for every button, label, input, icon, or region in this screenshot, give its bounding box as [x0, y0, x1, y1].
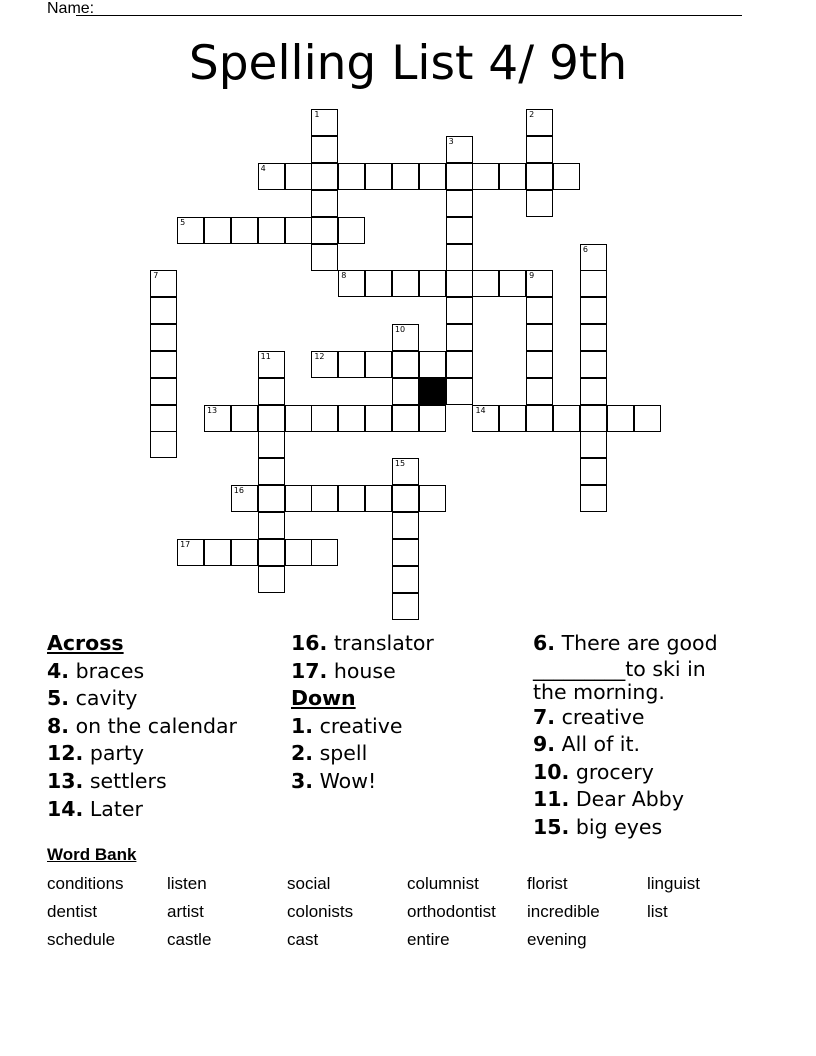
grid-cell[interactable]: [365, 163, 392, 190]
grid-cell[interactable]: [634, 405, 661, 432]
grid-cell[interactable]: [311, 485, 338, 512]
word-bank-word: schedule: [47, 930, 116, 949]
grid-cell[interactable]: [446, 297, 473, 324]
grid-cell[interactable]: [204, 539, 231, 566]
clue-text: grocery: [575, 759, 654, 784]
grid-cell[interactable]: [258, 539, 285, 566]
clue-number: 1: [314, 110, 320, 120]
grid-cell[interactable]: [392, 163, 419, 190]
clue-number: 10: [394, 325, 406, 335]
grid-cell[interactable]: [285, 485, 312, 512]
grid-cell[interactable]: [311, 136, 338, 163]
clue-number: 6.: [533, 631, 556, 655]
grid-cell[interactable]: [311, 244, 338, 271]
clue-text: big eyes: [575, 814, 663, 839]
clue: [47, 658, 237, 686]
clue-number: 11.: [533, 787, 570, 812]
grid-cell[interactable]: [258, 566, 285, 593]
grid-cell[interactable]: [338, 163, 365, 190]
clue-number: 14.: [47, 796, 84, 821]
grid-cell[interactable]: [526, 324, 553, 351]
grid-cell[interactable]: [419, 270, 446, 297]
word-bank-word: castle: [167, 930, 212, 949]
clue-number: 17.: [291, 658, 328, 683]
clue-number: 15.: [533, 814, 570, 839]
clue-text: party: [89, 741, 145, 766]
grid-cell[interactable]: [150, 324, 177, 351]
grid-cell[interactable]: [258, 378, 285, 405]
clue-number: 7.: [533, 704, 556, 729]
grid-cell[interactable]: [392, 405, 419, 432]
grid-cell[interactable]: [580, 431, 607, 458]
grid-cell[interactable]: [285, 217, 312, 244]
grid-cell[interactable]: [338, 351, 365, 378]
grid-cell[interactable]: [526, 351, 553, 378]
clue: [533, 630, 718, 658]
grid-cell[interactable]: [231, 539, 258, 566]
clue-text: translator: [333, 631, 434, 655]
clue-number: 10.: [533, 759, 570, 784]
grid-cell[interactable]: [553, 163, 580, 190]
clue-number: 4: [260, 163, 266, 173]
grid-cell[interactable]: [419, 485, 446, 512]
grid-cell[interactable]: [392, 512, 419, 539]
grid-cell[interactable]: [231, 405, 258, 432]
grid-cell[interactable]: [446, 217, 473, 244]
grid-cell[interactable]: [446, 244, 473, 271]
grid-cell[interactable]: [258, 351, 285, 378]
grid-cell[interactable]: [392, 324, 419, 351]
grid-cell[interactable]: [526, 136, 553, 163]
clue-text: settlers: [89, 768, 167, 793]
grid-cell[interactable]: [365, 405, 392, 432]
grid-cell[interactable]: [526, 109, 553, 136]
clue-text-continued: the morning.: [533, 679, 665, 704]
word-bank-word: colonists: [287, 902, 354, 921]
grid-cell[interactable]: [258, 163, 285, 190]
grid-cell[interactable]: [580, 324, 607, 351]
grid-cell[interactable]: [258, 217, 285, 244]
black-cell: [419, 378, 446, 405]
grid-cell[interactable]: [526, 378, 553, 405]
clue-number: 11: [260, 351, 271, 361]
grid-cell[interactable]: [472, 405, 499, 432]
grid-cell[interactable]: [580, 297, 607, 324]
grid-cell[interactable]: [285, 539, 312, 566]
grid-cell[interactable]: [258, 458, 285, 485]
clue-number: 13: [206, 405, 218, 415]
clue-text: creative: [561, 704, 645, 729]
grid-cell[interactable]: [258, 512, 285, 539]
grid-cell[interactable]: [419, 351, 446, 378]
clue-number: 7: [153, 271, 159, 281]
grid-cell[interactable]: [580, 378, 607, 405]
grid-cell[interactable]: [338, 270, 365, 297]
clue: [533, 786, 718, 814]
clue-number: 13.: [47, 768, 84, 793]
grid-cell[interactable]: [580, 351, 607, 378]
clue: [291, 768, 434, 796]
word-bank-word: orthodontist: [407, 902, 496, 921]
grid-cell[interactable]: [526, 297, 553, 324]
grid-cell[interactable]: [499, 163, 526, 190]
grid-cell[interactable]: [499, 405, 526, 432]
grid-cell[interactable]: [150, 405, 177, 432]
clue-number: 9.: [533, 732, 556, 757]
grid-cell[interactable]: [338, 485, 365, 512]
grid-cell[interactable]: [311, 539, 338, 566]
clue: [533, 814, 718, 842]
clue-number: 9: [529, 271, 535, 281]
grid-cell[interactable]: [311, 405, 338, 432]
grid-cell[interactable]: [285, 163, 312, 190]
clue: [291, 740, 434, 768]
across-heading: Across: [47, 631, 124, 655]
grid-cell[interactable]: [150, 270, 177, 297]
clue-column-3: [533, 630, 718, 842]
clue-number: 14: [475, 405, 486, 415]
clue-text: creative: [319, 713, 403, 738]
grid-cell[interactable]: [446, 351, 473, 378]
clue-number: 2.: [291, 741, 314, 766]
grid-cell[interactable]: [150, 297, 177, 324]
word-bank-word: dentist: [47, 902, 98, 921]
clue-number: 16.: [291, 631, 328, 655]
grid-cell[interactable]: [311, 351, 338, 378]
clue-number: 4.: [47, 658, 70, 683]
grid-cell[interactable]: [446, 163, 473, 190]
grid-cell[interactable]: [365, 270, 392, 297]
clue: [533, 704, 718, 732]
clue: [533, 759, 718, 787]
clue-number: 12: [314, 351, 325, 361]
word-bank-word: incredible: [527, 902, 600, 921]
clue: [47, 796, 237, 824]
grid-cell[interactable]: [177, 539, 204, 566]
grid-cell[interactable]: [526, 163, 553, 190]
clue-text: braces: [75, 658, 145, 683]
grid-cell[interactable]: [392, 458, 419, 485]
clue-text: All of it.: [561, 732, 641, 757]
clue-number: 6: [582, 244, 588, 254]
clue-number: 15: [394, 459, 406, 469]
grid-cell[interactable]: [311, 163, 338, 190]
clue-number: 5: [180, 217, 186, 227]
grid-cell[interactable]: [311, 190, 338, 217]
clue-number: 1.: [291, 713, 314, 738]
word-bank-word: listen: [167, 874, 207, 893]
grid-cell[interactable]: [392, 351, 419, 378]
grid-cell[interactable]: [419, 163, 446, 190]
clue-number: 8: [341, 271, 347, 281]
grid-cell[interactable]: [392, 378, 419, 405]
grid-cell[interactable]: [285, 405, 312, 432]
grid-cell[interactable]: [392, 485, 419, 512]
clue: [291, 713, 434, 741]
clue-text: Wow!: [319, 768, 377, 793]
grid-cell[interactable]: [553, 405, 580, 432]
grid-cell[interactable]: [580, 485, 607, 512]
grid-cell[interactable]: [526, 190, 553, 217]
clue: [47, 685, 237, 713]
clue: [291, 630, 434, 658]
clue-text: Dear Abby: [575, 787, 684, 812]
word-bank-word: list: [647, 902, 668, 921]
grid-cell[interactable]: [446, 136, 473, 163]
word-bank-word: cast: [287, 930, 319, 949]
grid-cell[interactable]: [311, 109, 338, 136]
clue-number: 16: [233, 486, 244, 496]
grid-cell[interactable]: [338, 405, 365, 432]
clue: [291, 658, 434, 686]
word-bank-word: linguist: [647, 874, 700, 893]
grid-cell[interactable]: [446, 324, 473, 351]
grid-cell[interactable]: [580, 244, 607, 271]
grid-cell[interactable]: [231, 485, 258, 512]
grid-cell[interactable]: [150, 378, 177, 405]
name-label: Name:: [47, 0, 95, 17]
page-title: Spelling List 4/ 9th: [188, 36, 628, 91]
clue-column-2: [291, 630, 434, 796]
grid-cell[interactable]: [338, 217, 365, 244]
clue-text-continued: _________to ski in: [533, 656, 706, 681]
clue: [47, 768, 237, 796]
grid-cell[interactable]: [472, 163, 499, 190]
grid-cell[interactable]: [231, 217, 258, 244]
word-bank-title: Word Bank: [47, 845, 137, 864]
clue-number: 8.: [47, 713, 70, 738]
grid-cell[interactable]: [580, 270, 607, 297]
grid-cell[interactable]: [258, 405, 285, 432]
grid-cell[interactable]: [446, 270, 473, 297]
grid-cell[interactable]: [580, 458, 607, 485]
grid-cell[interactable]: [311, 217, 338, 244]
word-bank-word: columnist: [407, 874, 479, 893]
clue-number: 2: [529, 110, 535, 120]
grid-cell[interactable]: [258, 431, 285, 458]
grid-cell[interactable]: [499, 270, 526, 297]
grid-cell[interactable]: [526, 405, 553, 432]
grid-cell[interactable]: [150, 351, 177, 378]
clue-text: on the calendar: [75, 713, 237, 738]
grid-cell[interactable]: [526, 270, 553, 297]
word-bank-word: entire: [407, 930, 450, 949]
word-bank-word: artist: [167, 902, 204, 921]
word-bank-word: social: [287, 874, 331, 893]
grid-cell[interactable]: [446, 190, 473, 217]
clue-text: There are good: [561, 631, 718, 655]
clue: [533, 731, 718, 759]
grid-cell[interactable]: [365, 485, 392, 512]
clue-text: cavity: [75, 686, 138, 711]
grid-cell[interactable]: [204, 217, 231, 244]
grid-cell[interactable]: [177, 217, 204, 244]
clue-number: 5.: [47, 686, 70, 711]
clue: [47, 740, 237, 768]
name-field[interactable]: [76, 15, 742, 16]
clue-text: house: [333, 658, 396, 683]
grid-cell[interactable]: [258, 485, 285, 512]
grid-cell[interactable]: [365, 351, 392, 378]
grid-cell[interactable]: [150, 431, 177, 458]
grid-cell[interactable]: [392, 270, 419, 297]
word-bank-word: florist: [527, 874, 568, 893]
grid-cell[interactable]: [580, 405, 607, 432]
word-bank-word: evening: [527, 930, 587, 949]
grid-cell[interactable]: [392, 566, 419, 593]
grid-cell[interactable]: [446, 378, 473, 405]
grid-cell[interactable]: [607, 405, 634, 432]
grid-cell[interactable]: [392, 539, 419, 566]
grid-cell[interactable]: [419, 405, 446, 432]
grid-cell[interactable]: [204, 405, 231, 432]
clue-number: 12.: [47, 741, 84, 766]
word-bank-word: conditions: [47, 874, 124, 893]
down-heading: Down: [291, 686, 356, 711]
clue-number: 3.: [291, 768, 314, 793]
grid-cell[interactable]: [392, 593, 419, 620]
clue-text: Later: [89, 796, 143, 821]
grid-cell[interactable]: [472, 270, 499, 297]
clue-number: 3: [448, 137, 454, 147]
clue-number: 17: [180, 539, 191, 549]
clue-text: spell: [319, 741, 368, 766]
clue: [47, 713, 237, 741]
clue-column-1: [47, 630, 237, 823]
